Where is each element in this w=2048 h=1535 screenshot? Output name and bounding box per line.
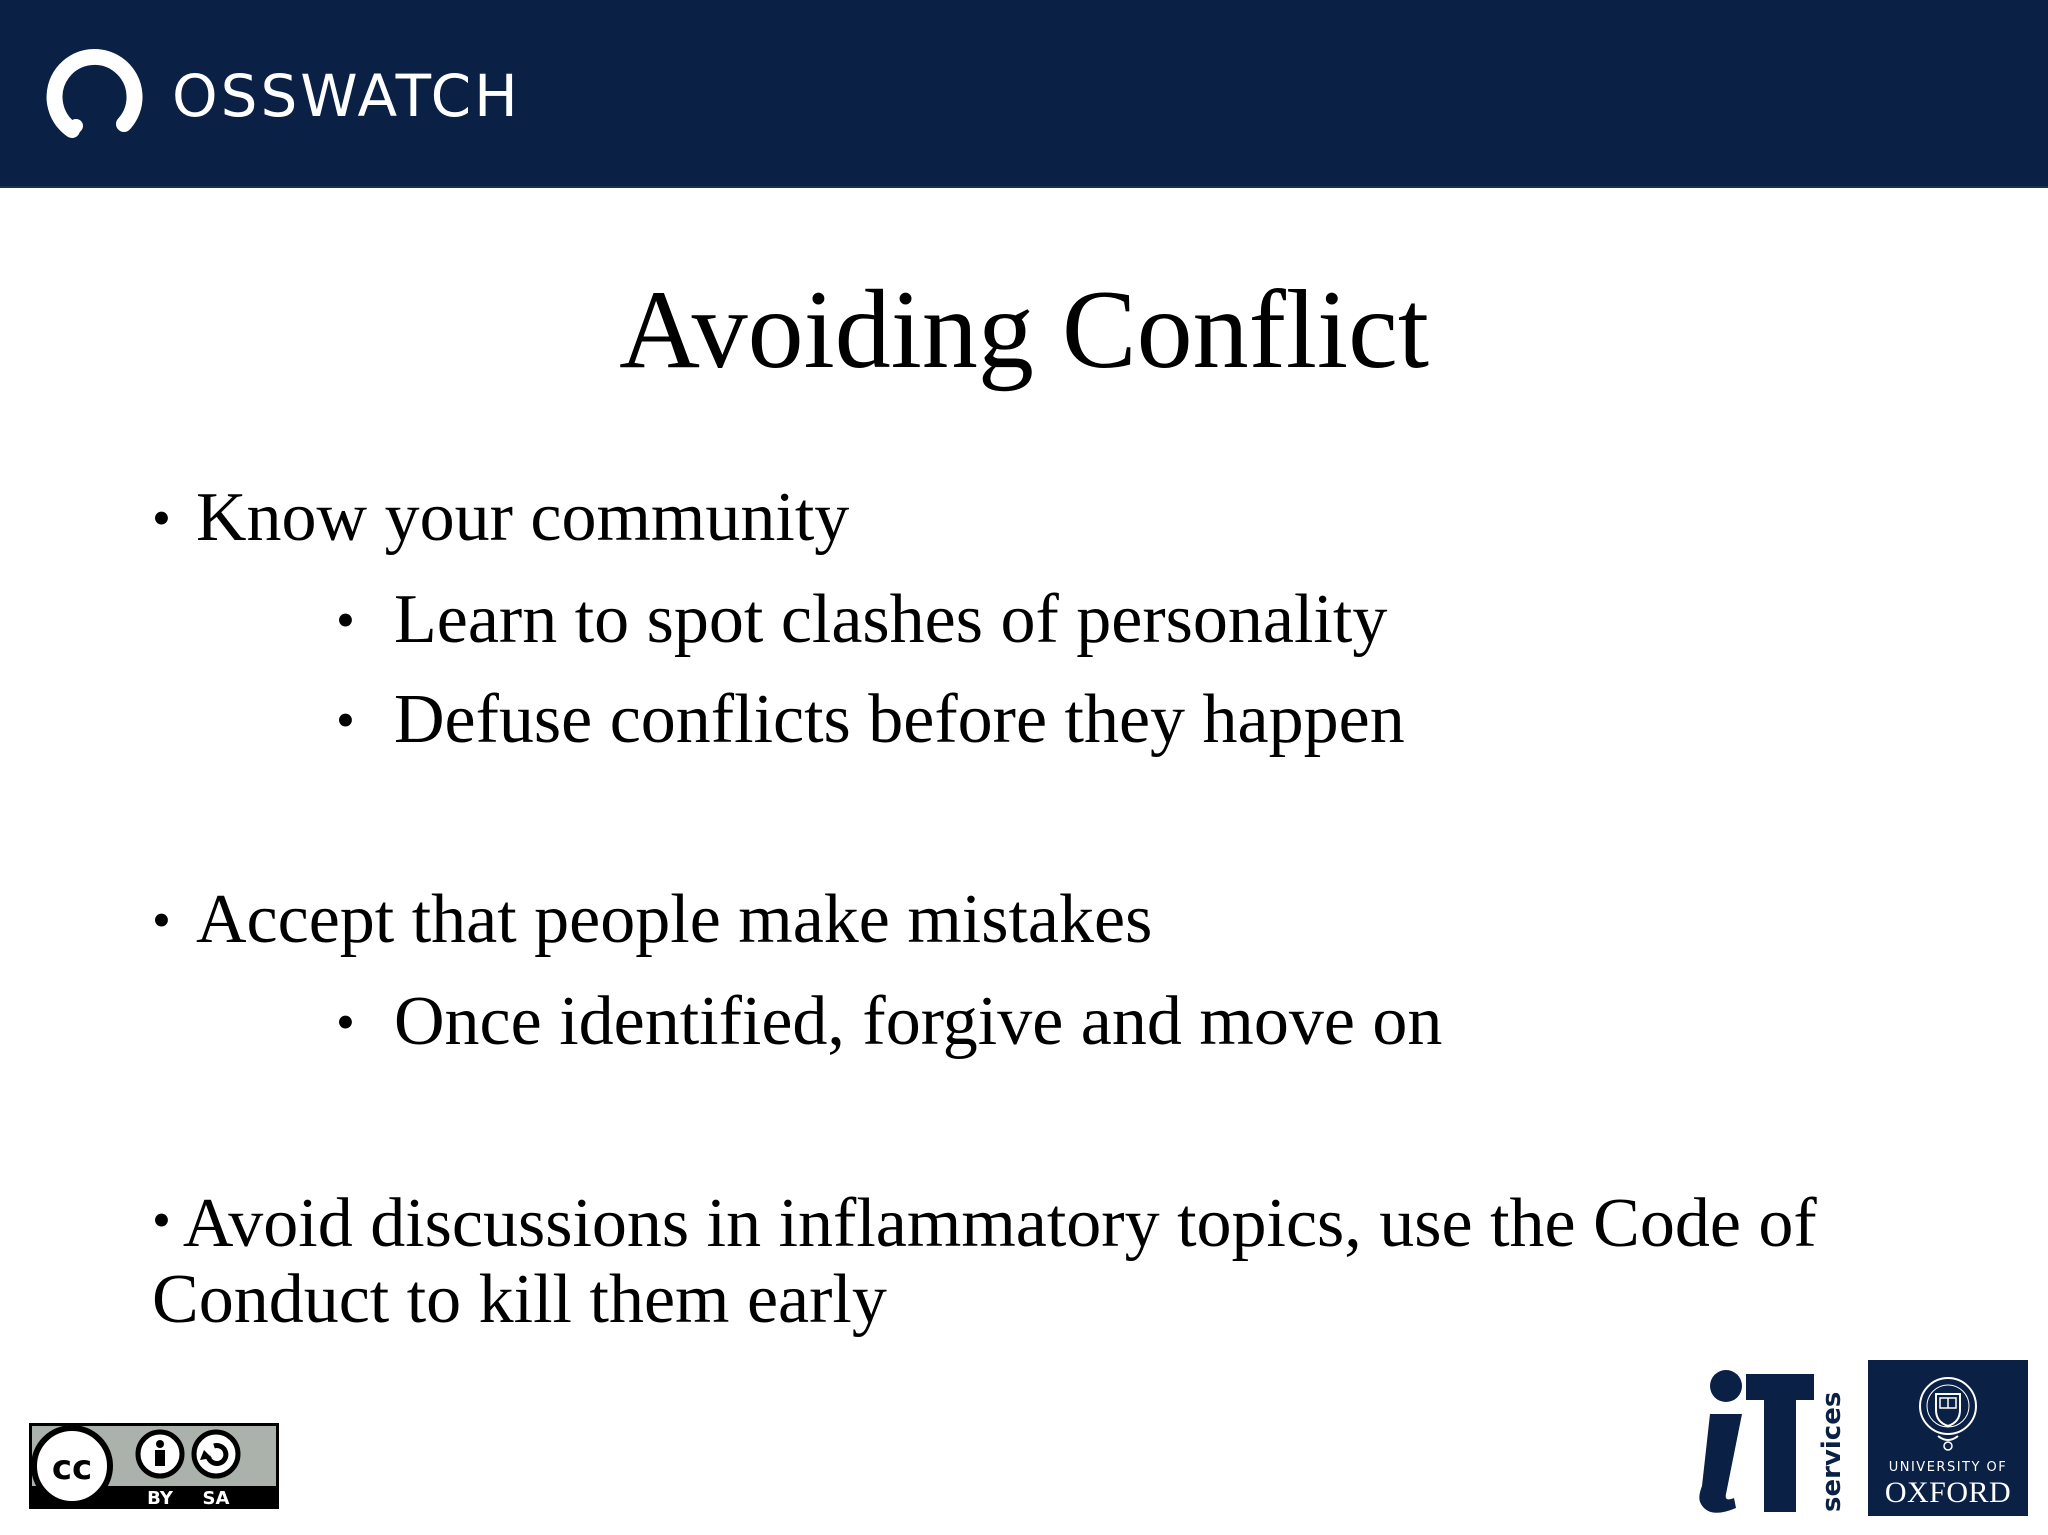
oxford-line2: OXFORD — [1884, 1476, 2012, 1509]
bullet-dot: • — [152, 1190, 171, 1250]
bullet-text: Once identified, forgive and move on — [394, 983, 1443, 1060]
oxford-logo — [1868, 1360, 2028, 1516]
bullet-dot: • — [152, 890, 171, 950]
bullet-text: Avoid discussions in inflammatory topics, use the Code of Conduct to kill them early — [152, 1185, 1817, 1338]
bullet-text: Know your community — [196, 479, 850, 556]
bullet-text: Defuse conflicts before they happen — [394, 681, 1405, 758]
header-banner — [0, 0, 2048, 188]
it-subtitle: services — [1817, 1391, 1847, 1512]
sa-label: SA — [202, 1488, 230, 1509]
bullet-dot: • — [336, 992, 355, 1052]
by-label: BY — [147, 1488, 173, 1509]
bullet-dot: • — [336, 590, 355, 650]
slide-title: Avoiding Conflict — [619, 268, 1429, 392]
cc-label: cc — [51, 1448, 93, 1488]
bullet-text: Accept that people make mistakes — [196, 881, 1153, 958]
bullet-level1-wrapped — [152, 1185, 1952, 1338]
bullet-text: Learn to spot clashes of personality — [394, 581, 1388, 658]
ring-logo-icon — [46, 44, 146, 144]
bullet-dot: • — [152, 488, 171, 548]
it-services-logo-icon — [1682, 1370, 1848, 1516]
cc-by-sa-badge-icon — [28, 1422, 280, 1510]
bullet-dot: • — [336, 690, 355, 750]
brand-name: OSSWATCH — [172, 62, 521, 130]
oxford-crest-icon — [1916, 1374, 1980, 1454]
oxford-line1: UNIVERSITY OF — [1888, 1460, 2008, 1475]
